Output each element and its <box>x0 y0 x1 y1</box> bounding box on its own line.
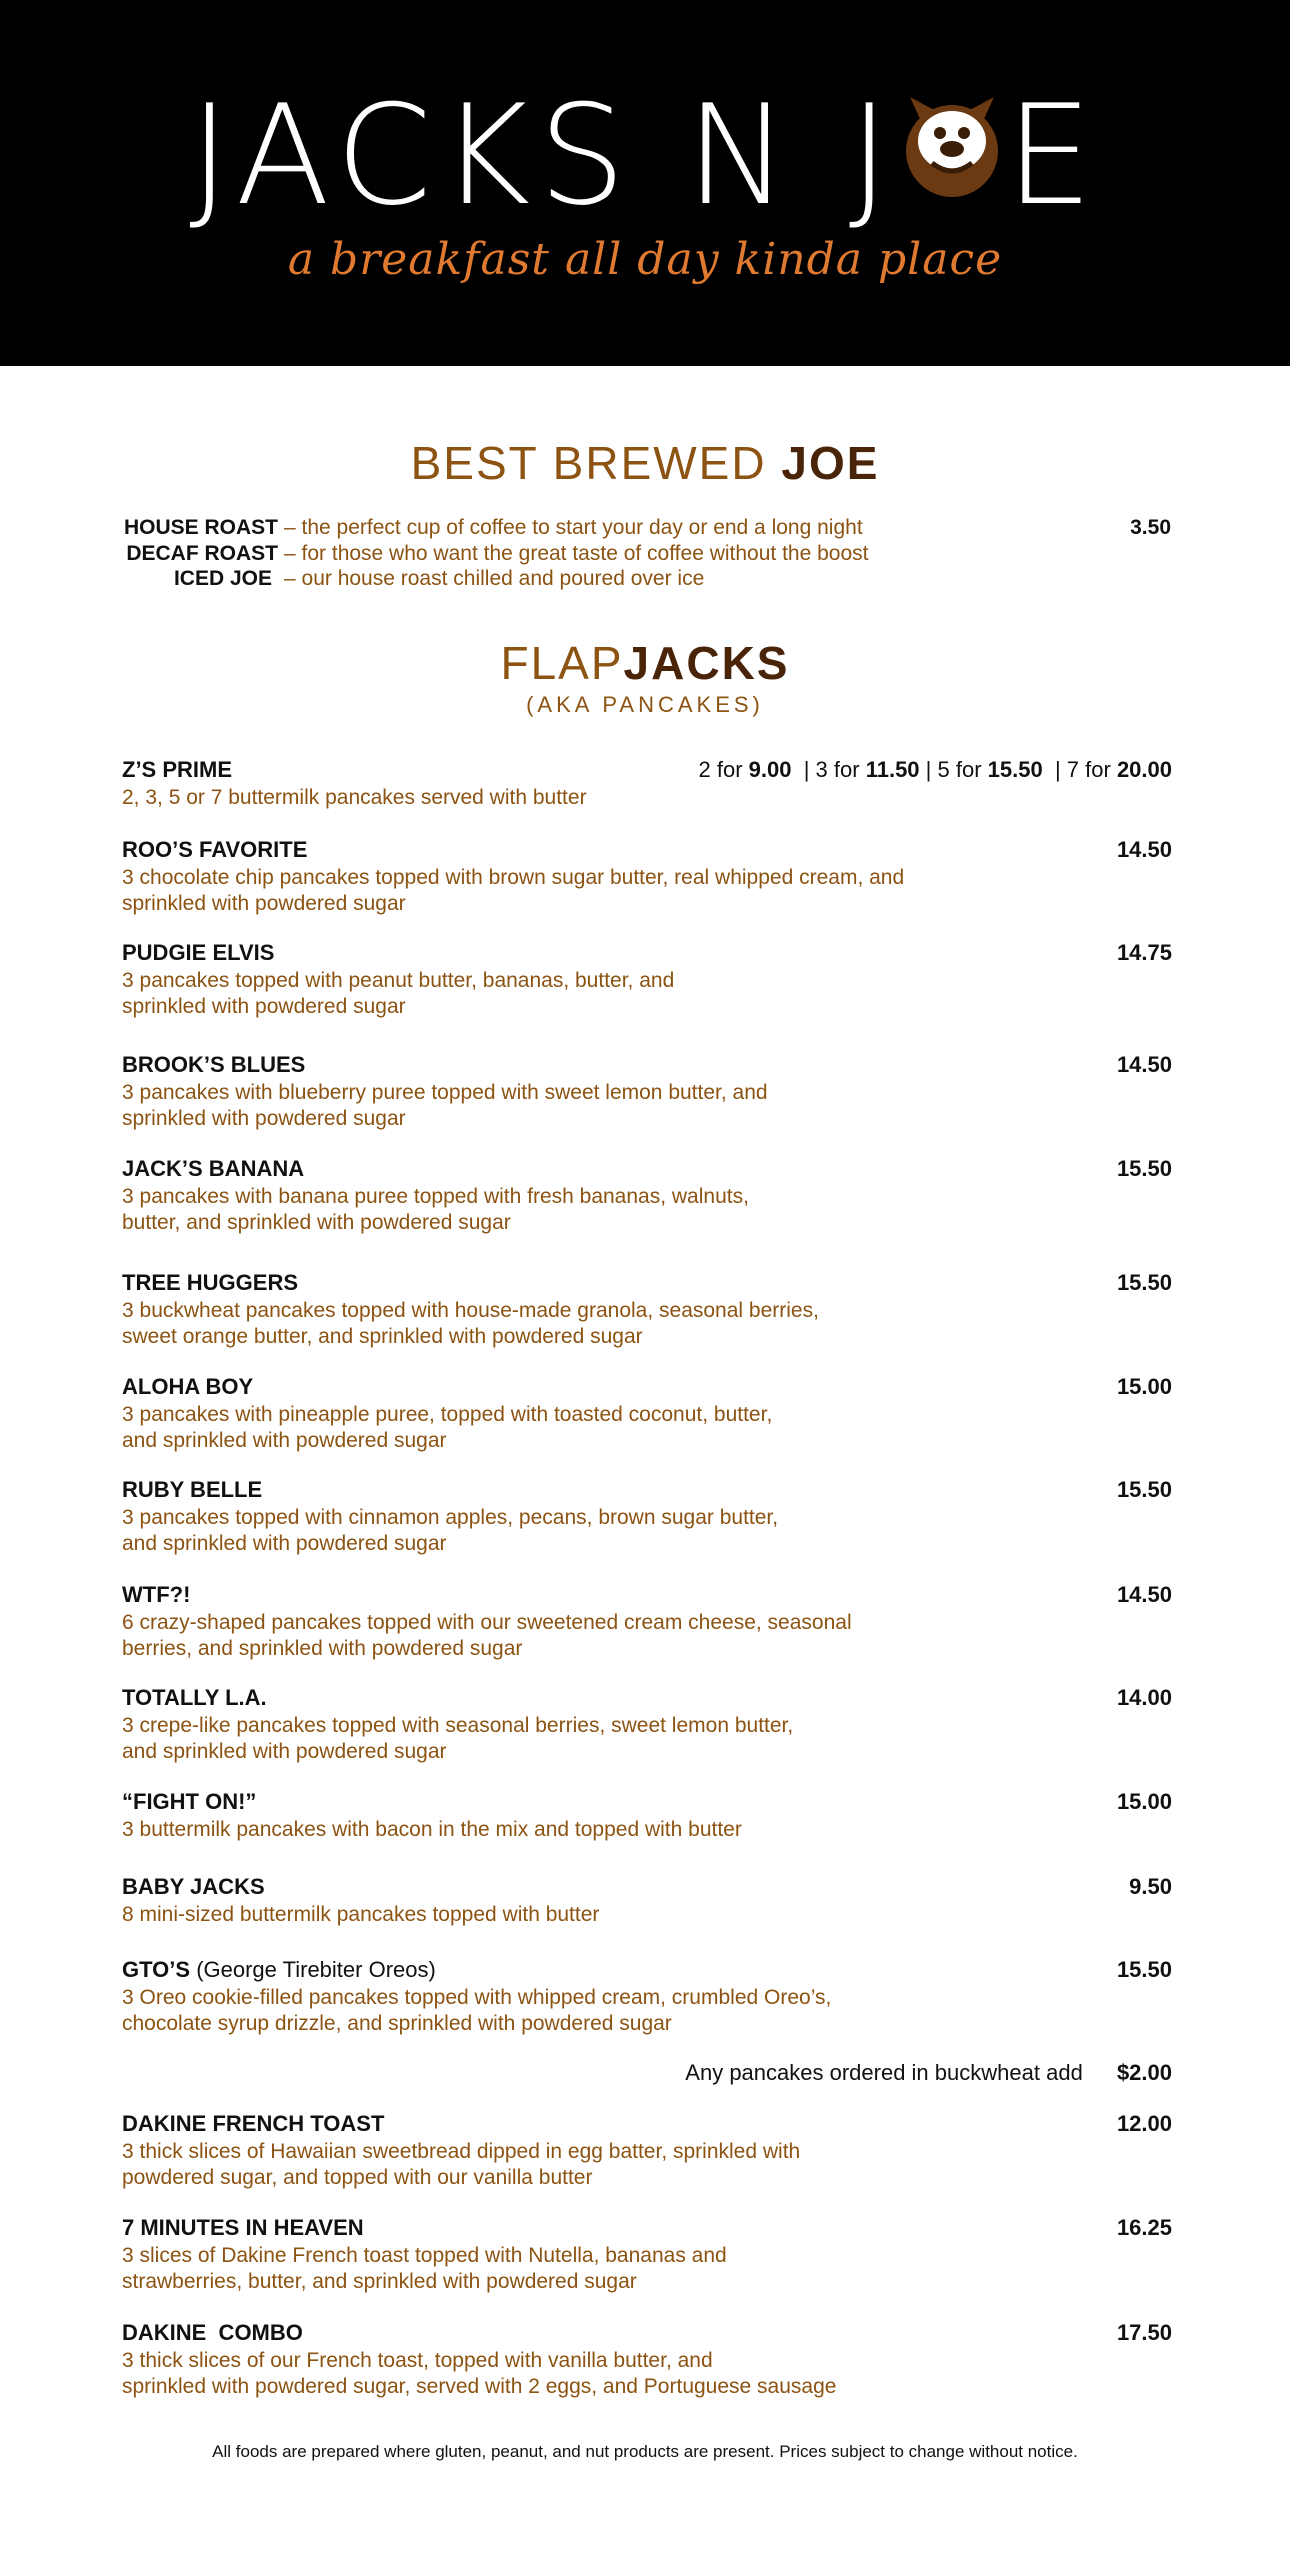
menu-item-price: 16.25 <box>1116 2215 1172 2240</box>
coffee-item-desc: – our house roast chilled and poured over ice <box>284 567 705 590</box>
menu-item <box>122 939 1172 1020</box>
menu-item-desc: 6 crazy-shaped pancakes topped with our sweetened cream cheese, seasonal berries, and sprinkled with powdered sugar <box>122 1611 852 1660</box>
menu-item-desc: 3 pancakes topped with peanut butter, bananas, butter, and sprinkled with powdered sugar <box>122 969 675 1018</box>
coffee-title-light: BEST BREWED <box>410 437 767 489</box>
buckwheat-addon <box>685 2060 1172 2086</box>
coffee-item-desc: – the perfect cup of coffee to start your day or end a long night <box>284 516 863 539</box>
menu-item <box>122 1788 1172 1843</box>
menu-item-desc: 3 slices of Dakine French toast topped with Nutella, bananas and strawberries, butter, and sprinkled with powdered sugar <box>122 2244 727 2293</box>
qty-label: 5 for <box>937 757 982 782</box>
coffee-item-price: 3.50 <box>1130 516 1171 539</box>
addon-price: $2.00 <box>1116 2060 1172 2085</box>
menu-item-price: 9.50 <box>1129 1874 1172 1899</box>
menu-item-name: TOTALLY L.A. <box>122 1685 267 1710</box>
qty-price: 11.50 <box>865 757 920 782</box>
menu-item-name: RUBY BELLE <box>122 1477 263 1502</box>
menu-item-desc: 3 Oreo cookie-filled pancakes topped with whipped cream, crumbled Oreo’s, chocolate syrup drizzle, and sprinkled with powdered sugar <box>122 1986 832 2035</box>
flapjacks-section-title <box>0 636 1290 690</box>
menu-item-name: “FIGHT ON!” <box>122 1789 257 1814</box>
menu-item <box>122 1476 1172 1557</box>
tagline: a breakfast all day kinda place <box>287 234 1003 285</box>
bulldog-logo-icon <box>898 89 1006 209</box>
menu-item <box>122 1373 1172 1454</box>
menu-item-name: ALOHA BOY <box>122 1374 254 1399</box>
menu-item-desc: 3 thick slices of our French toast, topped with vanilla butter, and sprinkled with powdered sugar, served with 2 eggs, and Portuguese sausage <box>122 2349 837 2398</box>
menu-item-price: 15.50 <box>1116 1957 1172 1982</box>
menu-item-price: 17.50 <box>1116 2320 1172 2345</box>
coffee-item-desc: – for those who want the great taste of coffee without the boost <box>284 542 869 565</box>
menu-item-name <box>122 1956 1172 1984</box>
menu-item-price: 14.50 <box>1116 1052 1172 1077</box>
qty-label: 7 for <box>1066 757 1111 782</box>
menu-item-name: DAKINE FRENCH TOAST <box>122 2111 385 2136</box>
menu-item <box>122 1155 1172 1236</box>
logo-text-right: E <box>1005 75 1101 236</box>
menu-item-desc: 3 pancakes with blueberry puree topped with sweet lemon butter, and sprinkled with powdered sugar <box>122 1081 768 1130</box>
menu-item-desc: 8 mini-sized buttermilk pancakes topped with butter <box>122 1903 600 1926</box>
menu-item <box>122 1684 1172 1765</box>
menu-item-note: (George Tirebiter Oreos) <box>196 1957 436 1982</box>
coffee-item-name: HOUSE ROAST <box>123 516 278 539</box>
menu-item-name: DAKINE COMBO <box>122 2320 303 2345</box>
menu-item-zs-prime <box>122 756 1172 811</box>
menu-item <box>122 2319 1172 2400</box>
coffee-section-title <box>0 436 1290 490</box>
qty-price: 9.00 <box>748 757 792 782</box>
menu-item-desc: 3 thick slices of Hawaiian sweetbread dipped in egg batter, sprinkled with powdered sugar, and topped with our vanilla butter <box>122 2140 801 2189</box>
menu-item-price: 15.50 <box>1116 1156 1172 1181</box>
menu-item-name-text: GTO’S <box>122 1957 191 1982</box>
menu-item-price: 15.50 <box>1116 1270 1172 1295</box>
menu-item-price: 14.00 <box>1116 1685 1172 1710</box>
menu-item-name: JACK’S BANANA <box>122 1156 305 1181</box>
menu-item <box>122 1956 1172 2037</box>
menu-item-name: TREE HUGGERS <box>122 1270 299 1295</box>
menu-item <box>122 2110 1172 2191</box>
menu-item-price: 12.00 <box>1116 2111 1172 2136</box>
qty-price: 20.00 <box>1116 757 1172 782</box>
coffee-item-name: DECAF ROAST <box>126 542 278 565</box>
menu-item-desc: 3 crepe-like pancakes topped with seasonal berries, sweet lemon butter, and sprinkled with powdered sugar <box>122 1714 794 1763</box>
menu-item-desc: 3 pancakes with pineapple puree, topped with toasted coconut, butter, and sprinkled with powdered sugar <box>122 1403 773 1452</box>
menu-item <box>122 836 1172 917</box>
menu-item-price: 15.00 <box>1116 1789 1172 1814</box>
menu-item-name: 7 MINUTES IN HEAVEN <box>122 2215 364 2240</box>
flapjacks-title-light: FLAP <box>500 637 624 689</box>
qty-price: 15.50 <box>987 757 1043 782</box>
menu-item-name: BABY JACKS <box>122 1874 265 1899</box>
menu-item-desc: 3 buckwheat pancakes topped with house-made granola, seasonal berries, sweet orange butter, and sprinkled with powdered sugar <box>122 1299 819 1348</box>
menu-item-name: ROO’S FAVORITE <box>122 837 308 862</box>
menu-item <box>122 1051 1172 1132</box>
menu-item-price: 14.75 <box>1116 940 1172 965</box>
menu-item-name: PUDGIE ELVIS <box>122 940 275 965</box>
footer-disclaimer: All foods are prepared where gluten, peanut, and nut products are present. Prices subject to change without notice. <box>212 2442 1078 2461</box>
qty-label: 3 for <box>815 757 860 782</box>
menu-item-desc: 3 pancakes with banana puree topped with fresh bananas, walnuts, butter, and sprinkled with powdered sugar <box>122 1185 749 1234</box>
flapjacks-title-bold: JACKS <box>623 637 790 689</box>
menu-item-price: 15.50 <box>1116 1477 1172 1502</box>
menu-item-desc: 2, 3, 5 or 7 buttermilk pancakes served with butter <box>122 786 587 809</box>
menu-item-name: WTF?! <box>122 1582 191 1607</box>
coffee-title-bold: JOE <box>781 437 880 489</box>
menu-item <box>122 1269 1172 1350</box>
addon-word: add <box>1046 2060 1083 2085</box>
flapjacks-subtitle: (AKA PANCAKES) <box>526 692 764 717</box>
menu-item-desc: 3 pancakes topped with cinnamon apples, pecans, brown sugar butter, and sprinkled with powdered sugar <box>122 1506 779 1555</box>
logo-text-left: JACKS N J <box>189 75 898 236</box>
menu-item <box>122 1873 1172 1928</box>
multi-price: 2 for 9.00 | 3 for 11.50 | 5 for 15.50 | 7 for 20.00 <box>698 757 1172 782</box>
menu-item <box>122 2214 1172 2295</box>
coffee-item-name: ICED JOE <box>173 567 272 590</box>
menu-item-desc: 3 buttermilk pancakes with bacon in the mix and topped with butter <box>122 1818 742 1841</box>
menu-item-name: BROOK’S BLUES <box>122 1052 306 1077</box>
addon-text: Any pancakes ordered in buckwheat <box>685 2060 1040 2085</box>
header-banner <box>0 0 1290 366</box>
logo <box>0 75 1290 236</box>
menu-item <box>122 1581 1172 1662</box>
menu-item-price: 14.50 <box>1116 1582 1172 1607</box>
menu-item-name: Z’S PRIME <box>122 757 233 782</box>
menu-item-price: 14.50 <box>1116 837 1172 862</box>
menu-item-price: 15.00 <box>1116 1374 1172 1399</box>
menu-item-desc: 3 chocolate chip pancakes topped with brown sugar butter, real whipped cream, and sprinkled with powdered sugar <box>122 866 905 915</box>
qty-label: 2 for <box>698 757 743 782</box>
